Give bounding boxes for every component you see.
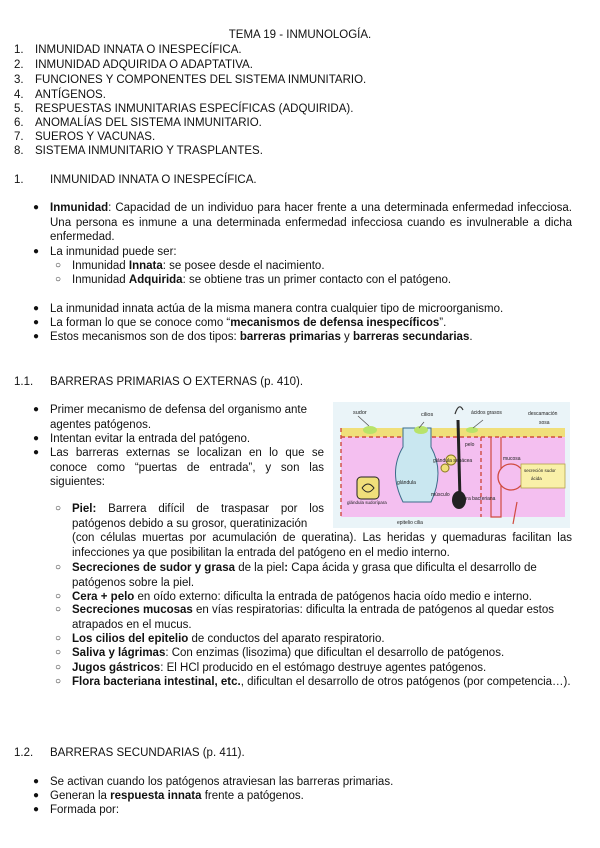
bullet-icon: ● xyxy=(32,404,40,415)
toc-item: INMUNIDAD ADQUIRIDA O ADAPTATIVA. xyxy=(35,59,253,71)
list-item-saliva xyxy=(72,646,504,660)
toc-item: FUNCIONES Y COMPONENTES DEL SISTEMA INMUNITARIO. xyxy=(35,74,367,86)
text: Estos mecanismos son de dos tipos: xyxy=(50,331,240,343)
circle-bullet-icon: ○ xyxy=(54,503,62,514)
circle-bullet-icon: ○ xyxy=(54,633,62,644)
text: , dificultan el desarrollo de otros patógenos (por competencia…). xyxy=(240,676,571,688)
term: Piel: xyxy=(72,503,97,515)
list-item-cilios xyxy=(72,632,385,646)
term: Jugos gástricos xyxy=(72,662,161,674)
text: en vías respiratorias: dificulta la entrada de patógenos al quedar estos atrapados en el mucus. xyxy=(72,604,555,631)
toc-num: 8. xyxy=(14,145,24,157)
text: La forman lo que se conoce como “ xyxy=(50,317,231,329)
list-item-flora xyxy=(72,675,572,690)
label-glandula: glándula xyxy=(397,480,416,486)
term: Innata xyxy=(128,260,163,272)
list-item: La inmunidad innata actúa de la misma manera contra cualquier tipo de microorganismo. xyxy=(50,303,504,315)
term: Saliva y lágrimas xyxy=(72,647,166,659)
section-number: 1.2. xyxy=(14,747,34,759)
text: . xyxy=(469,331,473,343)
label-grasa: ácidos grasos xyxy=(471,410,502,416)
toc-num: 5. xyxy=(14,103,24,115)
toc-num: 1. xyxy=(14,44,24,56)
toc-num: 6. xyxy=(14,117,24,129)
label-pelo: pelo xyxy=(465,442,475,448)
section-heading: INMUNIDAD INNATA O INESPECÍFICA. xyxy=(50,174,257,186)
text: frente a patógenos. xyxy=(201,790,304,802)
label-mucosa: mucosa xyxy=(503,456,521,462)
text: y xyxy=(340,331,353,343)
term: Flora bacteriana intestinal, etc. xyxy=(72,676,241,688)
list-item-cera xyxy=(72,590,532,604)
text: Capa ácida y grasa que dificulta el desarrollo de patógenos sobre la piel. xyxy=(72,562,537,589)
page-title: TEMA 19 - INMUNOLOGÍA. xyxy=(228,29,372,41)
label-epitelio: epitelio cilia xyxy=(397,520,423,526)
list-item xyxy=(50,789,304,803)
label-secrecion-sudor: secreción sudor xyxy=(524,468,556,473)
term: respuesta innata xyxy=(110,790,202,802)
circle-bullet-icon: ○ xyxy=(54,260,62,271)
term: Los cilios del epitelio xyxy=(72,633,189,645)
circle-bullet-icon: ○ xyxy=(54,662,62,673)
term: Adquirida xyxy=(128,274,183,286)
toc-item: ANOMALÍAS DEL SISTEMA INMUNITARIO. xyxy=(35,117,262,129)
label-cilios: cilios xyxy=(421,412,434,418)
text: : se posee desde el nacimiento. xyxy=(162,260,325,272)
label-flora: flora bacteriana xyxy=(461,496,496,502)
circle-bullet-icon: ○ xyxy=(54,591,62,602)
section-heading: BARRERAS PRIMARIAS O EXTERNAS (p. 410). xyxy=(50,376,304,388)
circle-bullet-icon: ○ xyxy=(54,647,62,658)
text: Inmunidad xyxy=(72,260,129,272)
bullet-icon: ● xyxy=(32,246,40,257)
toc-item: INMUNIDAD INNATA O INESPECÍFICA. xyxy=(35,44,242,56)
text: : El HCl producido en el estómago destruye agentes patógenos. xyxy=(160,662,487,674)
term: mecanismos de defensa inespecíficos xyxy=(230,317,440,329)
term: Cera + pelo xyxy=(72,591,135,603)
label-descamacion: descamación xyxy=(528,411,558,417)
text: : xyxy=(284,562,289,574)
list-item-mucosas xyxy=(72,603,574,632)
list-item: Primer mecanismo de defensa del organismo ante agentes patógenos. xyxy=(50,404,307,431)
term: Secreciones de sudor y grasa xyxy=(72,562,235,574)
bullet-icon: ● xyxy=(32,433,40,444)
toc-item: SISTEMA INMUNITARIO Y TRASPLANTES. xyxy=(35,145,263,157)
bullet-icon: ● xyxy=(32,790,40,801)
text: Inmunidad xyxy=(72,274,129,286)
skin-barrier-figure xyxy=(333,402,570,528)
list-item: Las barreras externas se localizan en lo que se conoce como “puertas de entrada”, y son las siguientes: xyxy=(50,447,324,488)
text: : se obtiene tras un primer contacto con el patógeno. xyxy=(182,274,452,286)
label-sudor: sudor xyxy=(353,410,367,416)
definition-paragraph xyxy=(50,201,572,245)
bullet-icon: ● xyxy=(32,331,40,342)
list-item-jugos xyxy=(72,661,486,675)
text: en oído externo: dificulta la entrada de patógenos hacia oído medio e interno. xyxy=(134,591,532,603)
label-acida: ácida xyxy=(531,476,542,481)
list-item: Formada por: xyxy=(50,804,120,816)
section-number: 1.1. xyxy=(14,376,34,388)
text: ”. xyxy=(439,317,447,329)
bullet-icon: ● xyxy=(32,202,40,213)
text: de la piel xyxy=(235,562,285,574)
label-glandula-sebacea: glándula sebácea xyxy=(433,458,473,464)
bullet-icon: ● xyxy=(32,303,40,314)
label-musculo: músculo xyxy=(431,492,450,498)
circle-bullet-icon: ○ xyxy=(54,604,62,615)
bullet-icon: ● xyxy=(32,776,40,787)
list-item xyxy=(50,330,473,344)
circle-bullet-icon: ○ xyxy=(54,562,62,573)
list-item-piel-cont: (con células muertas por acumulación de queratina). Las heridas y quemaduras facilitan las infecciones ya que posibilitan la entrada del patógeno en el medio interno. xyxy=(72,532,572,559)
list-item: Intentan evitar la entrada del patógeno. xyxy=(50,433,251,445)
toc-num: 2. xyxy=(14,59,24,71)
label-glandula-sudoripara: glándula sudorípara xyxy=(347,500,387,505)
toc-item: ANTÍGENOS. xyxy=(35,89,106,101)
term: barreras secundarias xyxy=(353,331,470,343)
text: de conductos del aparato respiratorio. xyxy=(188,633,385,645)
list-item xyxy=(72,259,325,273)
label-sosa: sosa xyxy=(539,420,550,426)
circle-bullet-icon: ○ xyxy=(54,274,62,285)
bullet-icon: ● xyxy=(32,447,40,458)
text: Barrera difícil de traspasar por los patógenos debido a su grosor, queratinización xyxy=(72,503,324,530)
circle-bullet-icon: ○ xyxy=(54,676,62,687)
toc-item: RESPUESTAS INMUNITARIAS ESPECÍFICAS (ADQUIRIDA). xyxy=(35,103,354,115)
list-item: La inmunidad puede ser: xyxy=(50,246,177,258)
toc-num: 3. xyxy=(14,74,24,86)
list-item-piel xyxy=(72,502,324,531)
definition-text: : Capacidad de un individuo para hacer frente a una determinada enfermedad infecciosa. Una persona es inmune a una determinada enfermedad infecciosa cuando es invulnerable a dicha enfermedad. xyxy=(50,202,572,243)
list-item: Se activan cuando los patógenos atraviesan las barreras primarias. xyxy=(50,776,394,788)
skin-diagram xyxy=(333,402,570,528)
list-item xyxy=(72,273,451,287)
term: Inmunidad xyxy=(50,202,109,214)
section-heading: BARRERAS SECUNDARIAS (p. 411). xyxy=(50,747,245,759)
text: Generan la xyxy=(50,790,111,802)
toc-num: 4. xyxy=(14,89,24,101)
list-item-secreciones xyxy=(72,561,574,590)
term: barreras primarias xyxy=(239,331,341,343)
bullet-icon: ● xyxy=(32,804,40,815)
toc-item: SUEROS Y VACUNAS. xyxy=(35,131,156,143)
section-number: 1. xyxy=(14,174,24,186)
term: Secreciones mucosas xyxy=(72,604,193,616)
list-item xyxy=(50,316,446,330)
toc-num: 7. xyxy=(14,131,24,143)
text: : Con enzimas (lisozima) que dificultan el desarrollo de patógenos. xyxy=(165,647,505,659)
bullet-icon: ● xyxy=(32,317,40,328)
